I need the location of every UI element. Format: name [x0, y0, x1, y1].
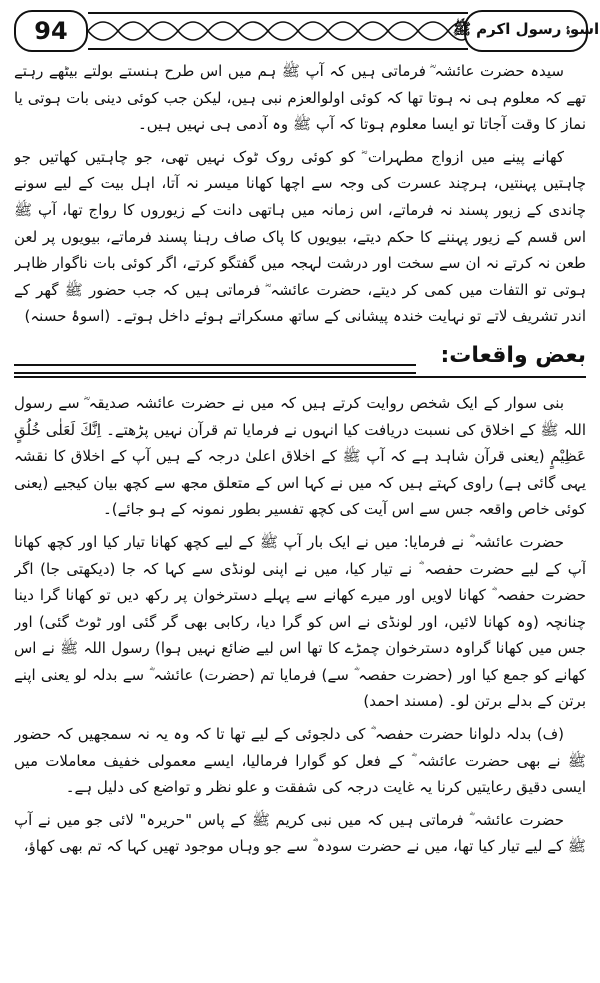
- paragraph: کھانے پینے میں ازواج مطہرات ؓ کو کوئی روک ٹوک نہیں تھی، جو چاہتیں کھاتیں جو چاہتیں پہنتیں، ہرچند عسرت کی وجہ سے اچھا کھانا میسر نہ آتا، اہل بیت کے لیے سونے چاندی کے زیور پسند نہ فرماتے، اس زمانہ میں ہاتھی دانت کے زیوروں کا رواج تھا، آپ ﷺ اس قسم کے زیور پہننے کا حکم دیتے، بیویوں کا پاک صاف رہنا پسند فرماتے، بیویوں پر لعن طعن نہ کرتے نہ ان سے سخت اور درشت لہجہ میں گفتگو کرتے، اگر کوئی بات ناگوار ظاہر ہوتی تو التفات میں کمی کر دیتے، حضرت عائشہ ؓ فرماتی ہیں کہ جب حضور ﷺ گھر کے اندر تشریف لاتے تو نہایت خندہ پیشانی کے ساتھ مسکراتے ہوئے داخل ہوتے۔ (اسوۂ حسنہ): [14, 147, 586, 326]
- chain-ornament-icon: [88, 14, 468, 48]
- paragraph: سیدہ حضرت عائشہ ؓ فرماتی ہیں کہ آپ ﷺ ہم میں اس طرح ہنستے بولتے بیٹھے رہتے تھے کہ معلوم ہی نہ ہوتا تھا کہ کوئی اولوالعزم نبی ہیں، لیکن جب کوئی دینی بات ہوتی یا نماز کا وقت آجاتا تو ایسا معلوم ہوتا کہ آپ ﷺ وہ آدمی ہی نہیں ہیں۔: [14, 62, 586, 134]
- paragraph: بنی سوار کے ایک شخص روایت کرتے ہیں کہ میں نے حضرت عائشہ صدیقہ ؓ سے رسول اللہ ﷺ کے اخلاق کی نسبت دریافت کیا انہوں نے فرمایا تم قرآن نہیں پڑھتے۔ اِنَّكَ لَعَلٰى خُلُقٍ عَظِیْمٍ (یعنی قرآن شاہد ہے کہ آپ ﷺ کے اخلاق اعلیٰ درجہ کے ہیں آپ کے اخلاق کا نقشہ یہی گائی ہے) راوی کہتے ہیں کہ میں نے کہا اس کے متعلق مجھ سے کچھ بیان کیجیے (یعنی کوئی خاص واقعہ جس سے اس آیت کی کچھ تفسیر بطور نمونہ کے ہو جائے)۔: [14, 393, 586, 519]
- paragraph: حضرت عائشہ ؓ فرماتی ہیں کہ میں نبی کریم ﷺ کے پاس "حریرہ" لائی جو میں نے آپ ﷺ کے لیے تیار کیا تھا، میں نے حضرت سودہ ؓ سے جو وہاں موجود تھیں کہا کہ تم بھی کھاؤ،: [14, 810, 586, 856]
- running-header: [14, 6, 600, 58]
- page-number: 94: [14, 10, 88, 52]
- decorative-border-ornament: [88, 12, 468, 50]
- running-title: اسوۂ رسول اکرم ﷺ: [464, 10, 588, 52]
- section-heading-block: [14, 336, 586, 380]
- paragraph: حضرت عائشہ ؓ نے فرمایا: میں نے ایک بار آپ ﷺ کے لیے کچھ کھانا تیار کیا اور کچھ کھانا آپ کے لیے حضرت حفصہ ؓ نے تیار کیا، میں نے اپنی لونڈی سے کہا کہ جا (دیکھتی جا) اگر حضرت حفصہ ؓ کھانا لاویں اور میرے کھانے سے پہلے دسترخوان پر رکھ دیں تو کھانا گرا دینا چنانچہ (وہ کھانا لائیں، اور لونڈی نے اس کو گرا دیا، رکابی بھی گر گئی اور ٹوٹ گئی) اور جس میں کھانا گراوہ دسترخوان چمڑے کا تھا اس لیے ضائع نہیں ہوا) رسول اللہ ﷺ نے اس کھانے کو جمع کیا اور (حضرت حفصہ ؓ سے) فرمایا تم (حضرت) عائشہ ؓ سے بدلہ لو یعنی اپنے برتن کے بدلے برتن لو۔ (مسند احمد): [14, 532, 586, 711]
- paragraph: (ف) بدلہ دلوانا حضرت حفصہ ؓ کی دلجوئی کے لیے تھا تا کہ وہ یہ نہ سمجھیں کہ حضور ﷺ نے بھی حضرت عائشہ ؓ کے فعل کو گوارا فرمالیا، ایسے معمولی خفیف معاملات میں ایسی دقیق رعایتیں کرنا یہ غایت درجہ کی شفقت و علو نظر و تواضع کی دلیل ہے۔: [14, 725, 586, 797]
- heading-rule: [14, 364, 416, 374]
- page-body: [14, 58, 586, 976]
- section-heading: بعض واقعات:: [440, 342, 586, 368]
- heading-underline: [14, 376, 586, 378]
